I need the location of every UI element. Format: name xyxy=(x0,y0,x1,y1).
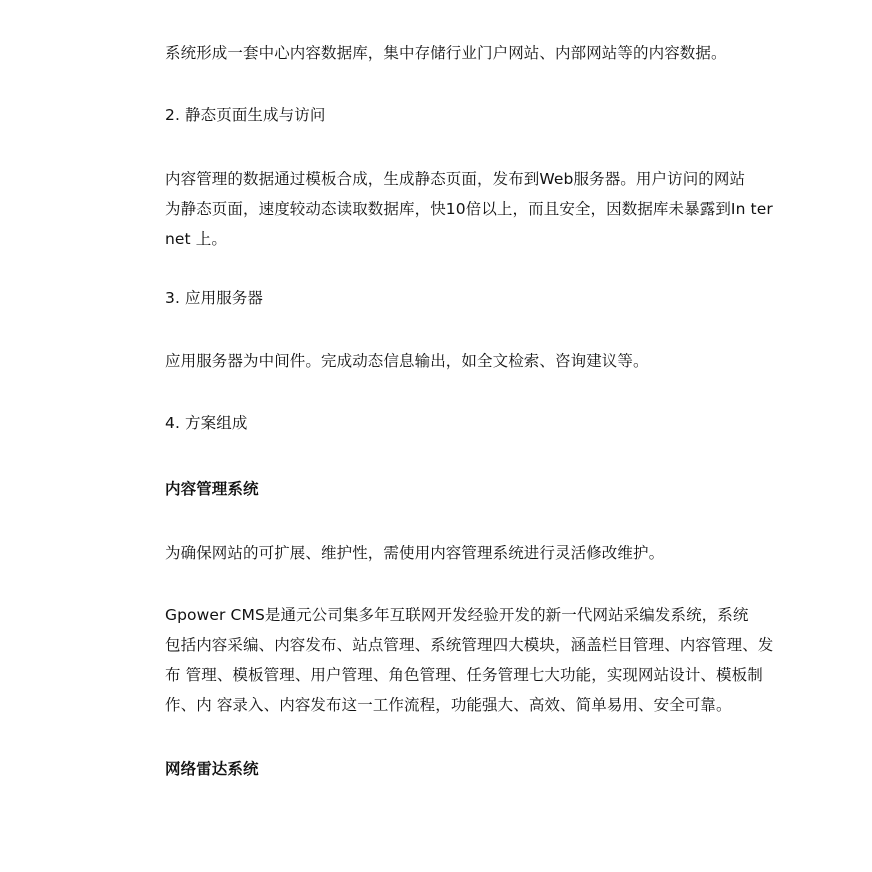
section-heading-2 xyxy=(165,100,745,130)
paragraph-intro xyxy=(165,38,745,68)
paragraph-line: 包括内容采编、内容发布、站点管理、系统管理四大模块，涵盖栏目管理、内容管理、发 xyxy=(165,636,774,654)
paragraph-line: Gpower CMS是通元公司集多年互联网开发经验开发的新一代网站采编发系统，系统 xyxy=(165,606,749,624)
heading-text: 4. 方案组成 xyxy=(165,414,248,432)
paragraph-line: 布 管理、模板管理、用户管理、角色管理、任务管理七大功能，实现网站设计、模板制 xyxy=(165,666,763,684)
paragraph-cms xyxy=(165,538,745,568)
paragraph-line: 作、内 容录入、内容发布这一工作流程，功能强大、高效、简单易用、安全可靠。 xyxy=(165,696,732,714)
paragraph-app-server xyxy=(165,346,745,376)
paragraph-line: 内容管理的数据通过模板合成，生成静态页面，发布到Web服务器。用户访问的网站 xyxy=(165,170,746,188)
subheading-text: 网络雷达系统 xyxy=(165,760,259,778)
paragraph-gpower xyxy=(165,600,774,720)
heading-text: 3. 应用服务器 xyxy=(165,289,264,307)
paragraph-static-pages xyxy=(165,164,773,254)
paragraph-line: 应用服务器为中间件。完成动态信息输出，如全文检索、咨询建议等。 xyxy=(165,352,649,370)
paragraph-line: 为确保网站的可扩展、维护性，需使用内容管理系统进行灵活修改维护。 xyxy=(165,544,665,562)
paragraph-line: net 上。 xyxy=(165,230,227,248)
subheading-radar xyxy=(165,754,745,784)
section-heading-4 xyxy=(165,408,745,438)
subheading-cms xyxy=(165,474,745,504)
section-heading-3 xyxy=(165,283,745,313)
subheading-text: 内容管理系统 xyxy=(165,480,259,498)
paragraph-line: 系统形成一套中心内容数据库，集中存储行业门户网站、内部网站等的内容数据。 xyxy=(165,44,727,62)
heading-text: 2. 静态页面生成与访问 xyxy=(165,106,326,124)
paragraph-line: 为静态页面，速度较动态读取数据库，快10倍以上，而且安全，因数据库未暴露到In ter xyxy=(165,200,773,218)
